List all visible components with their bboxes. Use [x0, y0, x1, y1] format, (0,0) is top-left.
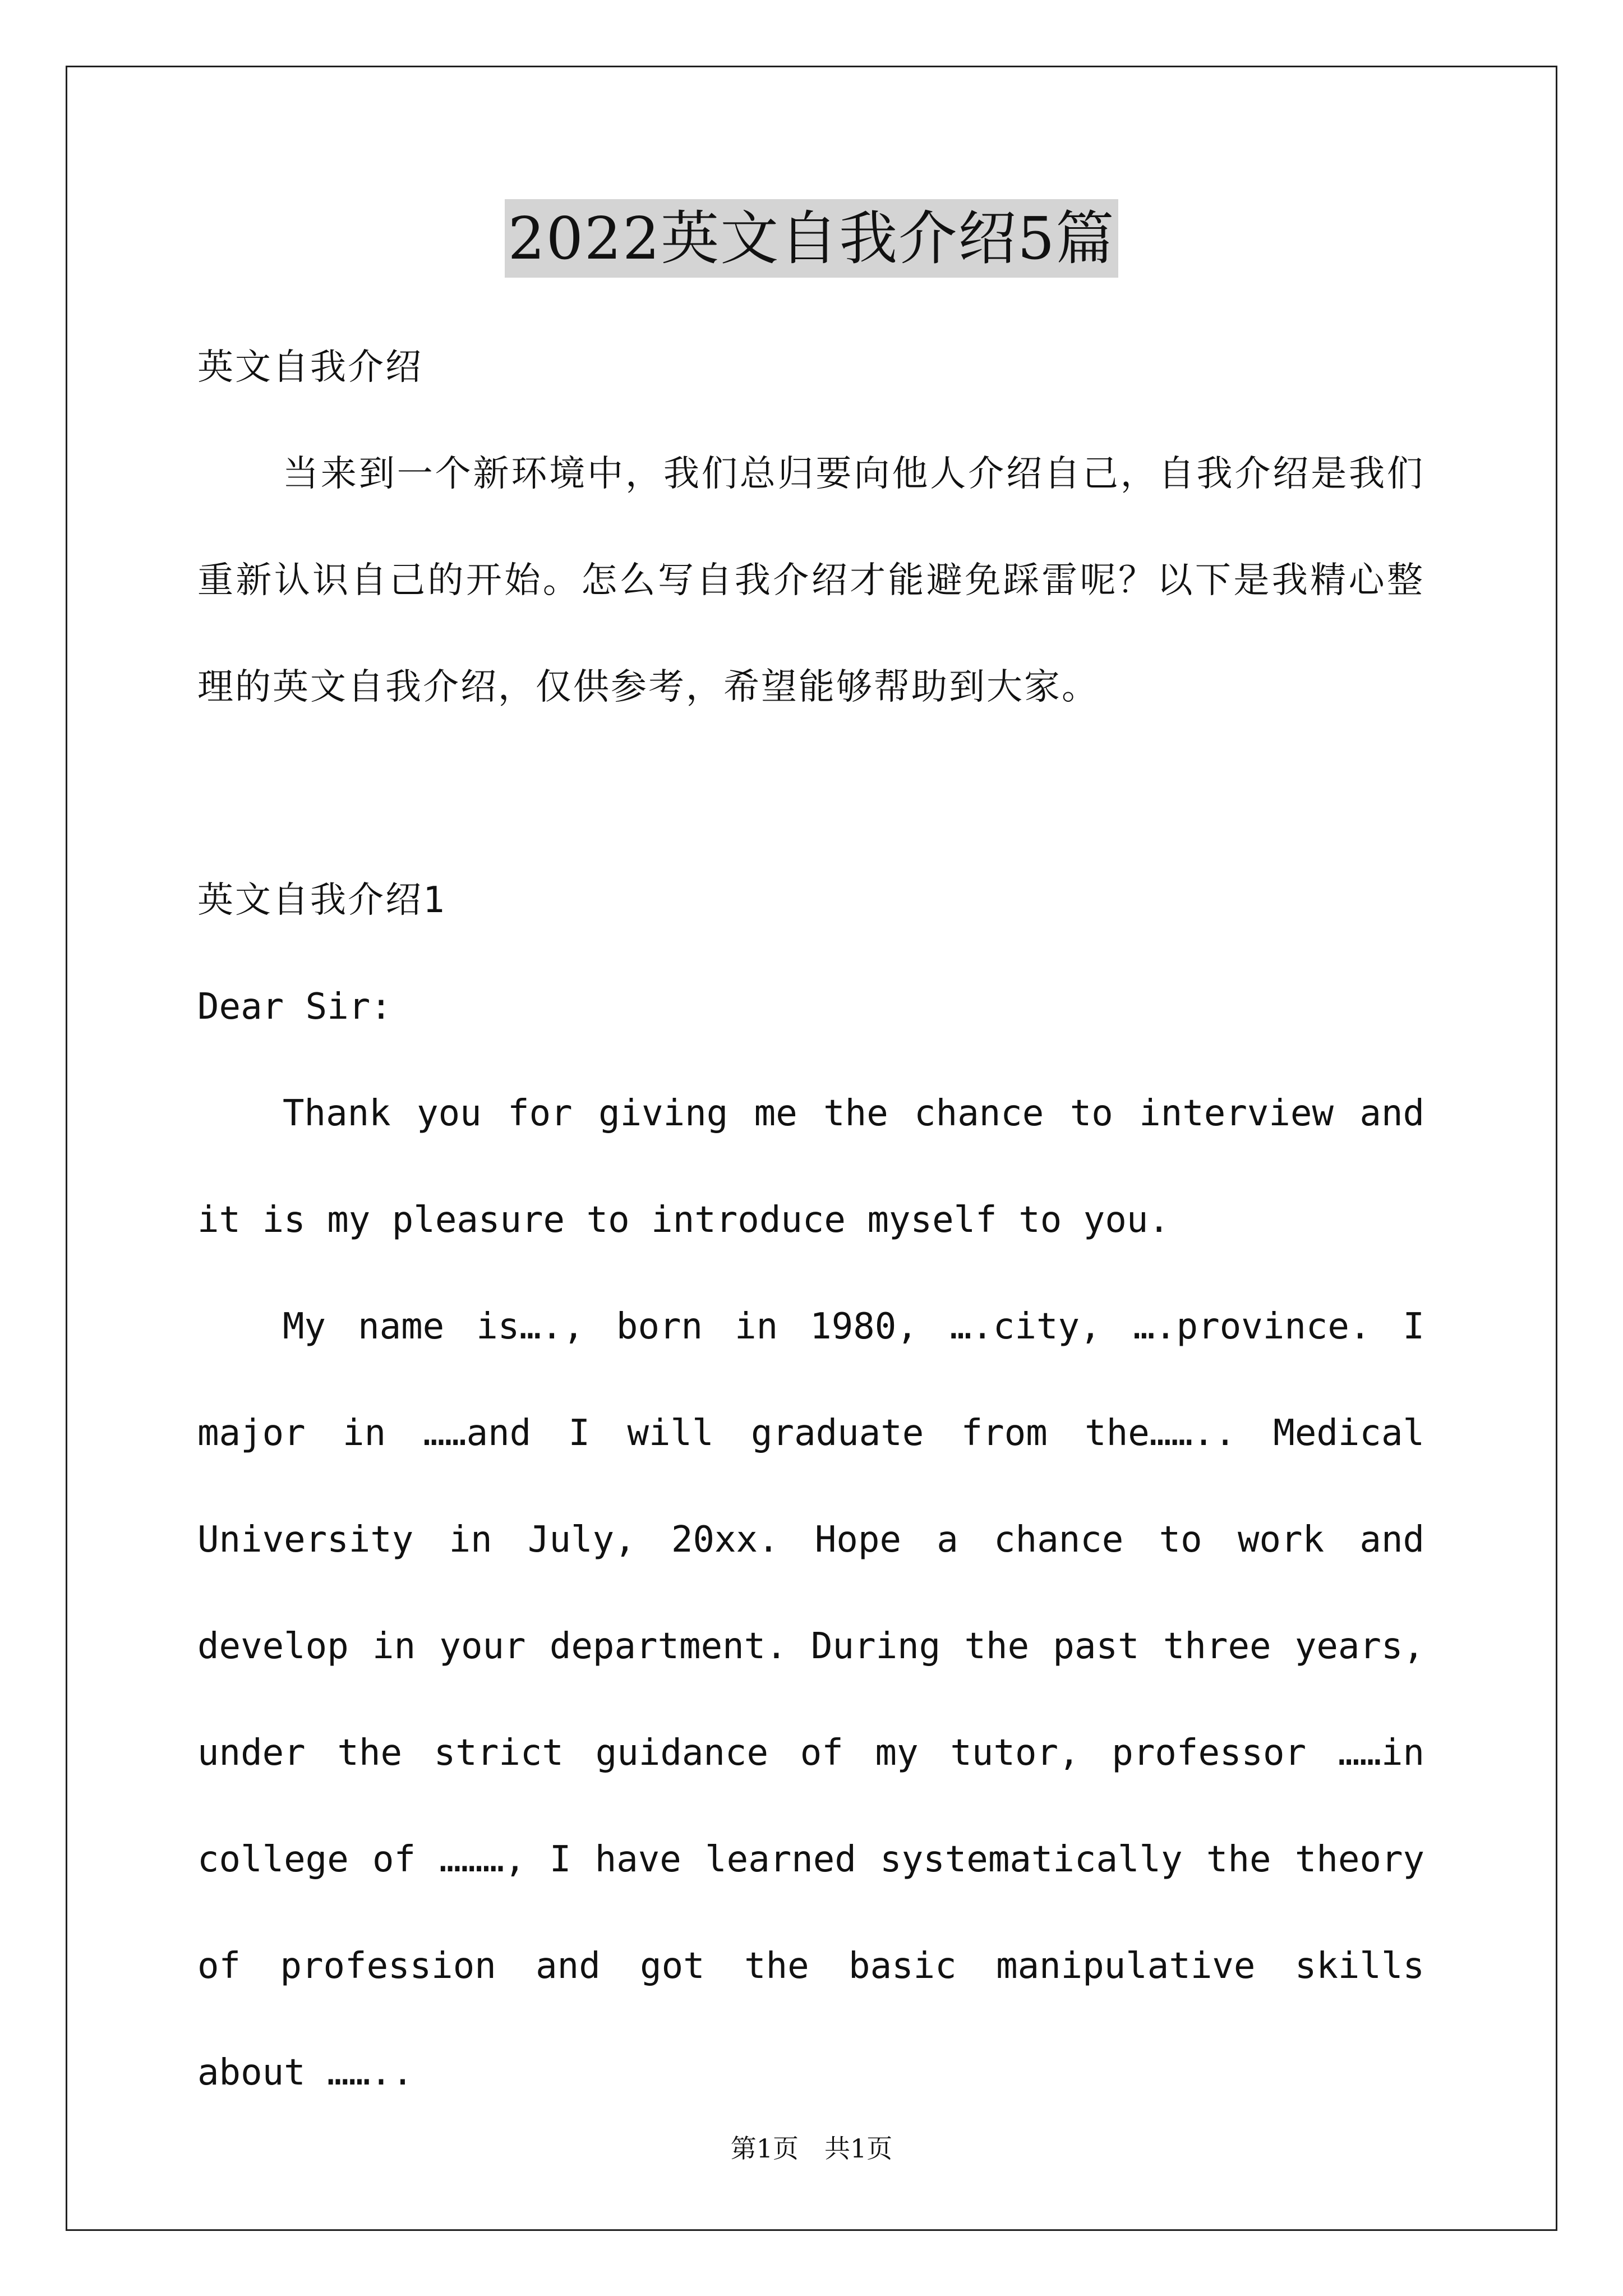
page-number: 第1页: [730, 2133, 799, 2164]
paragraph-2: My name is…., born in 1980, ….city, ….province. I major in ……and I will graduate from the…….. Medical University in July, 20xx. Hope a chance to work and develop in your department. During the past three years, under the strict guidance of my tutor, professor ……in college of ………, I have learned systematically the theory of profession and got the basic manipulative skills about ……..: [197, 1306, 1424, 2093]
document-body: [197, 314, 1424, 2126]
title-container: [0, 199, 1623, 278]
section-heading: 英文自我介绍: [197, 347, 423, 388]
subheading-1: 英文自我介绍1: [197, 880, 446, 921]
paragraph-1: Thank you for giving me the chance to interview and it is my pleasure to introduce myself to you.: [197, 1093, 1424, 1241]
document-title: 2022英文自我介绍5篇: [505, 199, 1119, 278]
page-total: 共1页: [824, 2133, 893, 2164]
blank-line: [197, 740, 1424, 847]
page-footer: [0, 2132, 1623, 2165]
intro-paragraph: 当来到一个新环境中，我们总归要向他人介绍自己，自我介绍是我们重新认识自己的开始。怎么写自我介绍才能避免踩雷呢？以下是我精心整理的英文自我介绍，仅供参考，希望能够帮助到大家。: [197, 453, 1424, 708]
salutation: Dear Sir:: [197, 986, 392, 1028]
